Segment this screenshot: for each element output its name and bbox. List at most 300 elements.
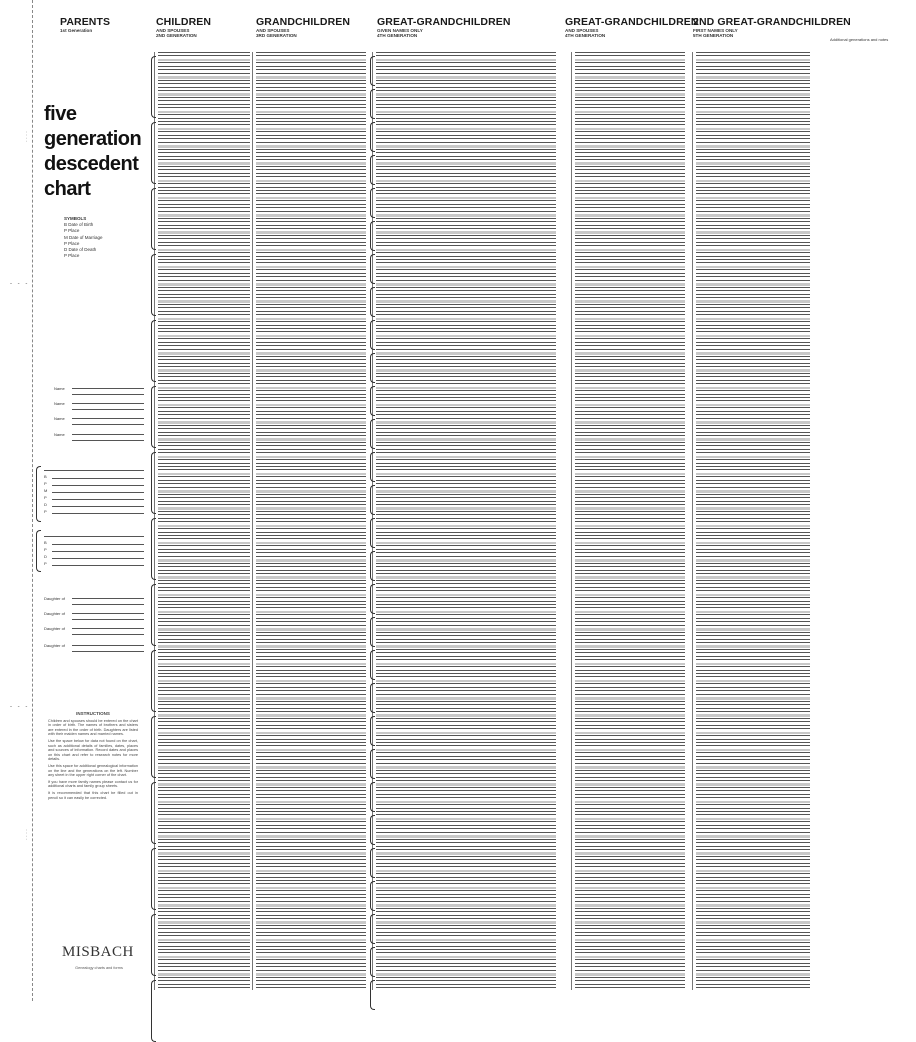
entry-line	[376, 135, 556, 136]
entry-line	[158, 635, 250, 636]
shaded-row	[376, 559, 556, 562]
entry-line	[575, 304, 685, 305]
entry-line	[256, 100, 366, 101]
entry-line	[376, 80, 556, 81]
entry-line	[376, 601, 556, 602]
entry-line	[575, 528, 685, 529]
entry-line	[575, 345, 685, 346]
entry-line	[158, 918, 250, 919]
entry-line	[575, 432, 685, 433]
entry-line	[256, 193, 366, 194]
entry-line	[256, 794, 366, 795]
entry-line	[158, 304, 250, 305]
entry-line	[256, 849, 366, 850]
entry-line	[376, 104, 556, 105]
entry-line	[158, 166, 250, 167]
entry-line	[158, 601, 250, 602]
entry-line	[575, 97, 685, 98]
entry-line	[376, 521, 556, 522]
family-bracket	[370, 782, 375, 812]
entry-line	[256, 325, 366, 326]
entry-line	[256, 859, 366, 860]
entry-line	[256, 963, 366, 964]
entry-line	[256, 890, 366, 891]
shaded-row	[696, 93, 810, 96]
entry-line	[696, 790, 810, 791]
entry-line	[575, 583, 685, 584]
entry-line	[158, 928, 250, 929]
family-bracket	[370, 353, 375, 383]
entry-line	[376, 866, 556, 867]
entry-line	[256, 380, 366, 381]
entry-line	[575, 380, 685, 381]
shaded-row	[575, 714, 685, 717]
shaded-row	[256, 801, 366, 804]
entry-line	[575, 549, 685, 550]
entry-line	[376, 349, 556, 350]
entry-line	[256, 262, 366, 263]
entry-line	[158, 987, 250, 988]
entry-line	[158, 190, 250, 191]
shaded-row	[575, 352, 685, 355]
instructions-paragraph: It is recommended that this chart be filled out in pencil so it can easily be corrected.	[48, 790, 138, 800]
entry-line	[256, 487, 366, 488]
entry-line	[575, 787, 685, 788]
entry-line	[575, 701, 685, 702]
shaded-row	[376, 387, 556, 390]
entry-line	[575, 69, 685, 70]
entry-line	[376, 563, 556, 564]
entry-line	[158, 118, 250, 119]
symbol-item: B Date of Birth	[64, 222, 94, 228]
entry-line	[256, 652, 366, 653]
shaded-row	[376, 680, 556, 683]
entry-line	[256, 469, 366, 470]
entry-line	[575, 394, 685, 395]
shaded-row	[376, 542, 556, 545]
entry-line	[696, 556, 810, 557]
entry-line	[158, 307, 250, 308]
entry-line	[158, 538, 250, 539]
shaded-row	[696, 818, 810, 821]
entry-line	[696, 545, 810, 546]
shaded-row	[696, 456, 810, 459]
shaded-row	[158, 559, 250, 562]
shaded-row	[256, 421, 366, 424]
entry-line	[376, 970, 556, 971]
entry-line	[256, 200, 366, 201]
entry-line	[696, 259, 810, 260]
entry-line	[158, 728, 250, 729]
entry-line	[575, 521, 685, 522]
entry-line	[256, 480, 366, 481]
entry-line	[575, 946, 685, 947]
shaded-row	[376, 76, 556, 79]
entry-line	[575, 911, 685, 912]
title-line: five	[44, 103, 77, 125]
entry-line	[575, 832, 685, 833]
entry-line	[575, 742, 685, 743]
column-title: PARENTS	[60, 16, 111, 28]
entry-line	[158, 90, 250, 91]
shaded-row	[696, 59, 810, 62]
entry-line	[376, 863, 556, 864]
shaded-row	[575, 939, 685, 942]
shaded-row	[376, 438, 556, 441]
entry-line	[575, 90, 685, 91]
entry-line	[696, 338, 810, 339]
entry-line	[696, 104, 810, 105]
shaded-row	[575, 197, 685, 200]
entry-line	[158, 915, 250, 916]
family-bracket	[370, 320, 375, 350]
family-bracket	[370, 584, 375, 614]
shaded-row	[256, 628, 366, 631]
entry-line	[158, 211, 250, 212]
entry-line	[256, 928, 366, 929]
entry-line	[158, 349, 250, 350]
shaded-row	[575, 525, 685, 528]
entry-line	[376, 66, 556, 67]
entry-line	[575, 245, 685, 246]
entry-line	[158, 828, 250, 829]
entry-line	[696, 814, 810, 815]
entry-line	[376, 735, 556, 736]
entry-line	[696, 204, 810, 205]
entry-line	[256, 756, 366, 757]
entry-line	[696, 504, 810, 505]
shaded-row	[696, 197, 810, 200]
entry-line	[256, 604, 366, 605]
entry-line	[696, 407, 810, 408]
entry-line	[376, 262, 556, 263]
entry-line	[158, 687, 250, 688]
entry-line	[575, 856, 685, 857]
entry-line	[376, 52, 556, 53]
entry-line	[158, 518, 250, 519]
entry-line	[575, 614, 685, 615]
daughter-of-label: Daughter of	[44, 626, 65, 631]
shaded-row	[158, 973, 250, 976]
entry-line	[158, 701, 250, 702]
entry-line	[158, 383, 250, 384]
shaded-row	[256, 697, 366, 700]
entry-line	[376, 952, 556, 953]
entry-line	[256, 483, 366, 484]
entry-line	[575, 73, 685, 74]
shaded-row	[376, 628, 556, 631]
entry-line	[256, 321, 366, 322]
entry-line	[376, 380, 556, 381]
entry-line	[696, 552, 810, 553]
entry-line	[158, 121, 250, 122]
entry-line	[256, 808, 366, 809]
entry-line	[575, 518, 685, 519]
entry-line	[575, 104, 685, 105]
entry-line	[158, 932, 250, 933]
shaded-row	[158, 628, 250, 631]
entry-line	[158, 873, 250, 874]
entry-line	[696, 614, 810, 615]
symbol-item: P Place	[64, 253, 80, 259]
entry-line	[376, 342, 556, 343]
entry-line	[158, 935, 250, 936]
shaded-row	[158, 852, 250, 855]
shaded-row	[158, 231, 250, 234]
entry-line	[256, 583, 366, 584]
family-bracket	[370, 452, 375, 482]
entry-line	[696, 252, 810, 253]
shaded-row	[575, 180, 685, 183]
entry-line	[256, 787, 366, 788]
shaded-row	[696, 852, 810, 855]
entry-line	[376, 69, 556, 70]
entry-line	[575, 383, 685, 384]
entry-line	[696, 925, 810, 926]
entry-line	[256, 718, 366, 719]
entry-line	[376, 407, 556, 408]
entry-line	[158, 390, 250, 391]
entry-line	[575, 514, 685, 515]
entry-line	[696, 849, 810, 850]
entry-line	[256, 742, 366, 743]
entry-line	[376, 435, 556, 436]
shaded-row	[256, 145, 366, 148]
shaded-row	[376, 111, 556, 114]
shaded-row	[256, 783, 366, 786]
entry-line	[696, 159, 810, 160]
entry-line	[376, 245, 556, 246]
entry-line	[256, 649, 366, 650]
entry-line	[376, 418, 556, 419]
entry-line	[158, 435, 250, 436]
entry-line	[575, 124, 685, 125]
entry-line	[696, 777, 810, 778]
entry-line	[696, 142, 810, 143]
entry-line	[158, 297, 250, 298]
entry-line	[376, 932, 556, 933]
entry-line	[376, 321, 556, 322]
entry-line	[376, 625, 556, 626]
entry-line	[376, 701, 556, 702]
entry-line	[575, 825, 685, 826]
shaded-row	[376, 145, 556, 148]
entry-line	[575, 207, 685, 208]
entry-line	[575, 590, 685, 591]
entry-line	[376, 842, 556, 843]
entry-line	[696, 601, 810, 602]
entry-line	[575, 173, 685, 174]
entry-line	[158, 573, 250, 574]
entry-line	[158, 752, 250, 753]
entry-line	[376, 649, 556, 650]
entry-line	[256, 549, 366, 550]
entry-line	[696, 290, 810, 291]
entry-line	[376, 193, 556, 194]
entry-line	[376, 366, 556, 367]
entry-line	[575, 683, 685, 684]
shaded-row	[376, 283, 556, 286]
shaded-row	[158, 111, 250, 114]
entry-line	[158, 977, 250, 978]
entry-line	[256, 573, 366, 574]
entry-line	[158, 804, 250, 805]
entry-line	[256, 242, 366, 243]
entry-line	[158, 55, 250, 56]
entry-line	[256, 349, 366, 350]
entry-line	[575, 970, 685, 971]
entry-line	[158, 256, 250, 257]
entry-line	[575, 728, 685, 729]
entry-line	[158, 187, 250, 188]
entry-line	[256, 880, 366, 881]
column-generation: 2ND GENERATION	[156, 33, 197, 39]
entry-line	[696, 821, 810, 822]
entry-line	[256, 839, 366, 840]
entry-line	[158, 497, 250, 498]
entry-line	[256, 190, 366, 191]
entry-line	[158, 373, 250, 374]
entry-line	[376, 725, 556, 726]
entry-line	[256, 497, 366, 498]
entry-line	[376, 704, 556, 705]
entry-line	[575, 777, 685, 778]
event-code-label: B	[44, 474, 47, 479]
shaded-row	[256, 835, 366, 838]
entry-line	[575, 935, 685, 936]
entry-line	[696, 235, 810, 236]
entry-line	[696, 676, 810, 677]
entry-line	[158, 556, 250, 557]
entry-line	[696, 445, 810, 446]
entry-line	[256, 328, 366, 329]
shaded-row	[575, 438, 685, 441]
shaded-row	[376, 404, 556, 407]
entry-line	[575, 880, 685, 881]
column-title: GRANDCHILDREN	[256, 16, 351, 28]
entry-line	[158, 469, 250, 470]
entry-line	[696, 297, 810, 298]
entry-line	[696, 549, 810, 550]
entry-line	[575, 87, 685, 88]
entry-line	[696, 494, 810, 495]
entry-line	[256, 566, 366, 567]
title-line: chart	[44, 178, 91, 200]
entry-line	[158, 342, 250, 343]
entry-line	[376, 200, 556, 201]
entry-line	[158, 980, 250, 981]
entry-line	[158, 649, 250, 650]
entry-line	[575, 311, 685, 312]
shaded-row	[256, 180, 366, 183]
entry-line	[256, 952, 366, 953]
entry-line	[158, 328, 250, 329]
entry-line	[575, 687, 685, 688]
entry-line	[158, 659, 250, 660]
entry-line	[575, 814, 685, 815]
shaded-row	[575, 111, 685, 114]
column-subtitle: AND SPOUSES	[565, 28, 599, 33]
entry-line	[376, 708, 556, 709]
event-code-label: P	[44, 481, 47, 486]
entry-line	[256, 538, 366, 539]
entry-line	[158, 621, 250, 622]
entry-line	[696, 87, 810, 88]
entry-line	[696, 725, 810, 726]
family-bracket	[370, 89, 375, 119]
entry-line	[158, 193, 250, 194]
entry-line	[376, 228, 556, 229]
entry-line	[256, 777, 366, 778]
entry-line	[575, 238, 685, 239]
title-line: generation	[44, 128, 142, 150]
misbach-logo: MISBACH	[62, 944, 134, 960]
entry-line	[696, 183, 810, 184]
daughter-of-label: Daughter of	[44, 596, 65, 601]
entry-line	[376, 400, 556, 401]
entry-line	[158, 152, 250, 153]
shaded-row	[696, 559, 810, 562]
entry-line	[696, 428, 810, 429]
entry-line	[158, 107, 250, 108]
entry-line	[376, 780, 556, 781]
entry-line	[158, 742, 250, 743]
entry-line	[575, 235, 685, 236]
daughter-of-label: Daughter of	[44, 611, 65, 616]
entry-line	[575, 252, 685, 253]
entry-line	[696, 66, 810, 67]
entry-line	[376, 497, 556, 498]
entry-line	[256, 911, 366, 912]
entry-line	[376, 225, 556, 226]
shaded-row	[256, 594, 366, 597]
shaded-row	[696, 939, 810, 942]
entry-line	[696, 511, 810, 512]
entry-line	[575, 445, 685, 446]
shaded-row	[376, 59, 556, 62]
shaded-row	[696, 180, 810, 183]
entry-line	[158, 683, 250, 684]
entry-line	[376, 290, 556, 291]
entry-line	[256, 187, 366, 188]
entry-line	[376, 432, 556, 433]
entry-line	[696, 114, 810, 115]
entry-line	[376, 808, 556, 809]
entry-line	[696, 69, 810, 70]
shaded-row	[256, 490, 366, 493]
entry-line	[158, 811, 250, 812]
entry-line	[256, 463, 366, 464]
entry-line	[256, 124, 366, 125]
shaded-row	[696, 576, 810, 579]
entry-line	[158, 287, 250, 288]
entry-line	[376, 269, 556, 270]
shaded-row	[256, 283, 366, 286]
entry-line	[696, 963, 810, 964]
entry-line	[696, 980, 810, 981]
shaded-row	[575, 456, 685, 459]
entry-line	[376, 235, 556, 236]
entry-line	[256, 877, 366, 878]
entry-line	[575, 959, 685, 960]
entry-line	[696, 480, 810, 481]
entry-line	[575, 390, 685, 391]
event-code-label: P	[44, 495, 47, 500]
entry-line	[696, 166, 810, 167]
entry-line	[158, 100, 250, 101]
entry-line	[575, 987, 685, 988]
entry-line	[158, 897, 250, 898]
